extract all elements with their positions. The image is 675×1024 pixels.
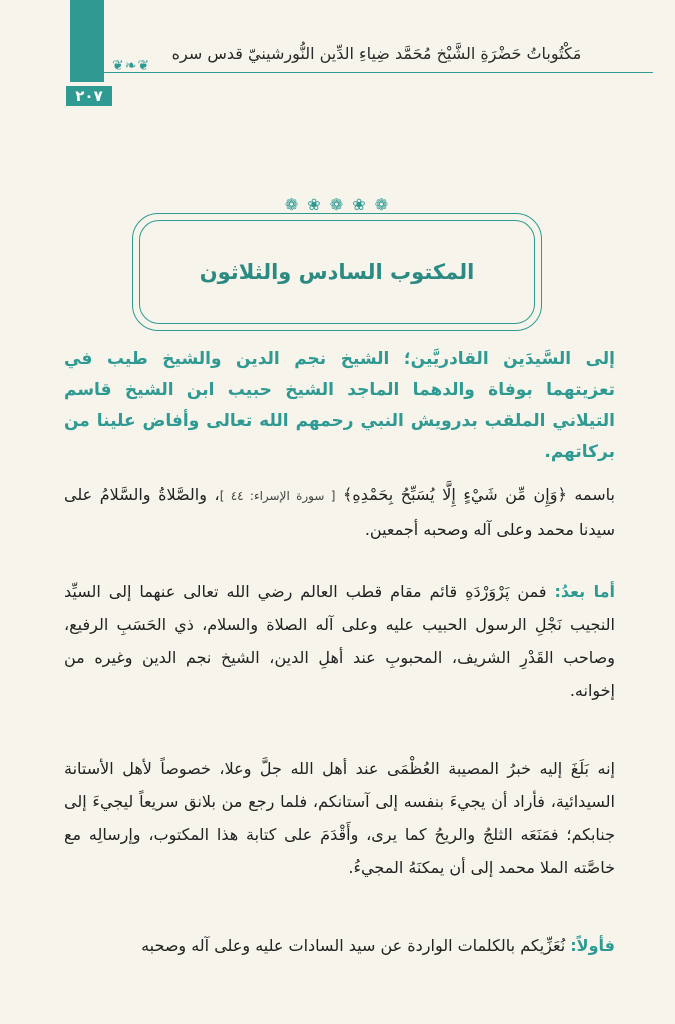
quran-verse: ﴿وَإِن مِّن شَيْءٍ إِلَّا يُسَبِّحُ بِحَمْدِهِ﴾ xyxy=(342,485,567,504)
header-rule xyxy=(104,72,653,73)
header-ornament-icon: ❦❧❦ xyxy=(112,58,151,74)
paragraph-4 xyxy=(64,929,615,962)
chapter-title: المكتوب السادس والثلاثون xyxy=(199,260,475,284)
verse-reference: [ سورة الإسراء: ٤٤ ] xyxy=(219,489,336,503)
ornament-divider-icon: ❁ ❀ ❁ ❀ ❁ xyxy=(284,195,391,214)
paragraph-3: إنه بَلَغَ إليه خبرُ المصيبة العُظْمَى عند أهل الله جلَّ وعلا، خصوصاً لأهل الأستانة السيدائية، فأراد أن يجيءَ بنفسه إلى آستانكم، فلما رجع من بلانق سريعاً ليجيءَ إلى جنابكم؛ فمَنَعَه الثلجُ والريحُ كما يرى، وأَقْدَمَ على كتابة هذا المكتوب، وإرسالِه مع خاصَّته الملا محمد إلى أن يمكنَهُ المجيءُ. xyxy=(64,759,615,877)
paragraph-4-text: نُعَزِّيكم بالكلمات الواردة عن سيد السادات عليه وعلى آله وصحبه xyxy=(141,936,566,955)
paragraph-2 xyxy=(64,575,615,707)
intro-paragraph: إلى السَّيدَين القادريَّين؛ الشيخ نجم الدين والشيخ طيب في تعزيتهما بوفاة والدهما الماجد الشيخ حبيب ابن الشيخ قاسم التيلاني الملقب بدرويش النبي رحمهم الله تعالى وأفاض علينا من بركاتهم. xyxy=(64,349,615,462)
paragraph-2-text: فمن پَرْوَرْدَهِ قائم مقام قطب العالم رضي الله تعالى عنهما إلى السيِّد النجيب نَجْلِ الرسول الحبيب عليه وعلى آله الصلاة والسلام، ذي الحَسَبِ الرفيع، وصاحب القَدْرِ الشريف، المحبوبِ عند أهلِ الدين، الشيخ نجم الدين وغيره من إخوانه. xyxy=(64,582,615,700)
chapter-title-frame-inner xyxy=(139,220,535,324)
paragraph-1-start: باسمه xyxy=(574,485,615,504)
paragraph-1-end: ، والصَّلاةُ والسَّلامُ على سيدنا محمد وعلى آله وصحبه أجمعين. xyxy=(64,485,615,539)
running-header-title: مَكْتُوباتُ حَضْرَةِ الشَّيْخ مُحَمَّد ضِياءِ الدِّين النُّورشينيّ قدس سره xyxy=(171,44,582,63)
chapter-title-frame xyxy=(132,213,542,331)
paragraph-4-lead: فأولاً: xyxy=(570,936,615,955)
header-spine-band xyxy=(70,0,104,82)
paragraph-1 xyxy=(64,478,615,546)
paragraph-2-lead: أما بعدُ: xyxy=(554,582,615,601)
page-number: ٢٠٧ xyxy=(66,86,112,106)
